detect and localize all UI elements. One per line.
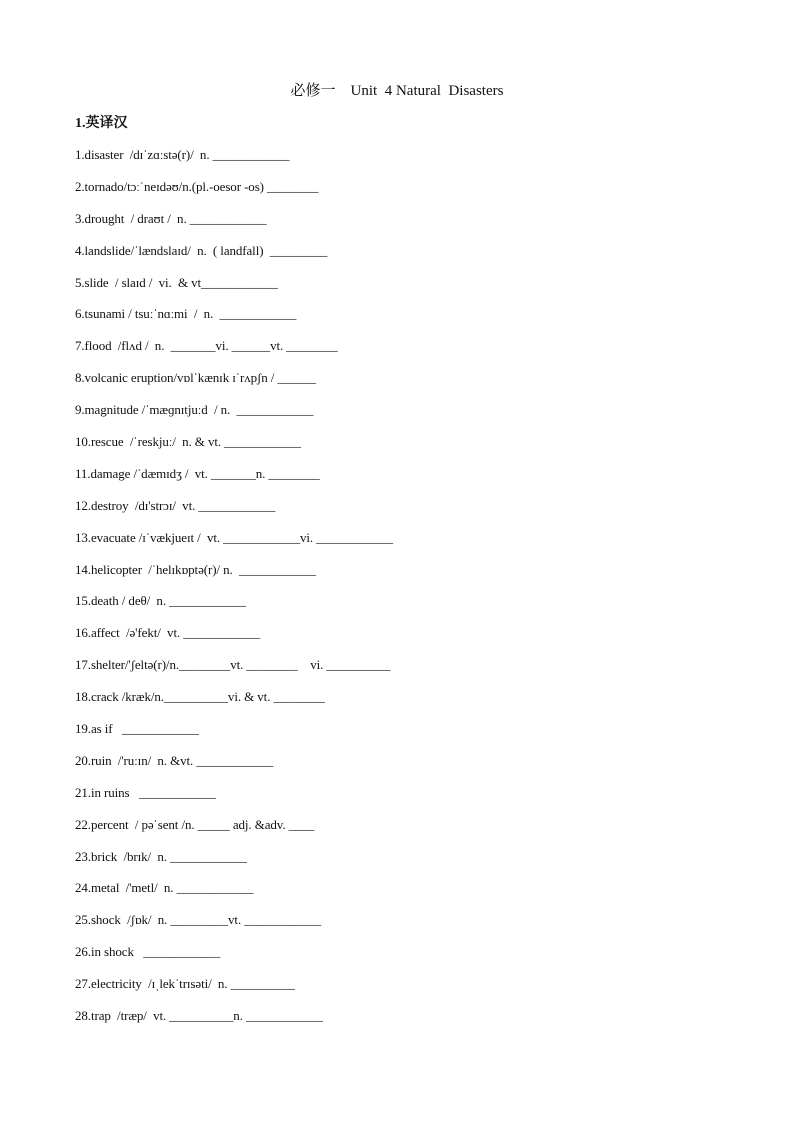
vocabulary-list xyxy=(75,146,715,1039)
vocab-item: 7.flood /flʌd / n. _______vi. ______vt. ________ xyxy=(75,338,338,354)
vocab-item: 12.destroy /dɪ'strɔɪ/ vt. ____________ xyxy=(75,497,276,513)
section-heading: 1.英译汉 xyxy=(75,116,128,131)
vocab-item: 23.brick /brɪk/ n. ____________ xyxy=(75,848,247,864)
vocab-item: 28.trap /træp/ vt. __________n. ____________ xyxy=(75,1008,323,1024)
vocab-item: 16.affect /ə'fekt/ vt. ____________ xyxy=(75,625,261,641)
vocab-item: 13.evacuate /ɪˈvækjueɪt / vt. ____________vi. ____________ xyxy=(75,529,393,545)
vocab-item: 17.shelter/'ʃeltə(r)/n.________vt. ________ vi. __________ xyxy=(75,657,391,673)
vocab-item: 24.metal /'metl/ n. ____________ xyxy=(75,880,254,896)
vocab-item: 11.damage /ˈdæmɪdʒ / vt. _______n. ________ xyxy=(75,465,320,481)
vocab-item: 15.death / deθ/ n. ____________ xyxy=(75,593,246,609)
vocab-item: 2.tornado/tɔːˈneɪdəʊ/n.(pl.-oesor -os) ________ xyxy=(75,178,319,194)
vocab-item: 27.electricity /ɪˌlekˈtrɪsəti/ n. __________ xyxy=(75,976,295,992)
vocab-item: 9.magnitude /ˈmæɡnɪtjuːd / n. ____________ xyxy=(75,402,314,418)
vocab-item: 20.ruin /'ruːɪn/ n. &vt. ____________ xyxy=(75,752,274,768)
vocab-item: 21.in ruins ____________ xyxy=(75,784,216,800)
vocab-item: 14.helicopter /ˈhelɪkɒptə(r)/ n. ____________ xyxy=(75,561,316,577)
vocab-item: 22.percent / pəˈsent /n. _____ adj. &adv. ____ xyxy=(75,816,315,832)
page-title: 必修一 Unit 4 Natural Disasters xyxy=(290,83,504,99)
vocab-item: 26.in shock ____________ xyxy=(75,944,221,960)
vocab-item: 8.volcanic eruption/vɒlˈkænɪk ɪˈrʌpʃn / ______ xyxy=(75,370,316,386)
vocab-item: 3.drought / draʊt / n. ____________ xyxy=(75,210,267,226)
vocab-item: 10.rescue /ˈreskjuː/ n. & vt. ____________ xyxy=(75,434,301,450)
vocab-item: 25.shock /ʃɒk/ n. _________vt. ____________ xyxy=(75,912,322,928)
vocab-item: 19.as if ____________ xyxy=(75,721,199,737)
vocab-item: 4.landslide/ˈlændslaɪd/ n. ( landfall) _________ xyxy=(75,242,328,258)
vocab-item: 5.slide / slaɪd / vi. & vt____________ xyxy=(75,274,278,290)
vocab-item: 6.tsunami / tsuːˈnɑːmi / n. ____________ xyxy=(75,306,297,322)
vocab-item: 18.crack /kræk/n.__________vi. & vt. ________ xyxy=(75,689,325,705)
vocab-item: 1.disaster /dɪˈzɑːstə(r)/ n. ____________ xyxy=(75,147,290,162)
